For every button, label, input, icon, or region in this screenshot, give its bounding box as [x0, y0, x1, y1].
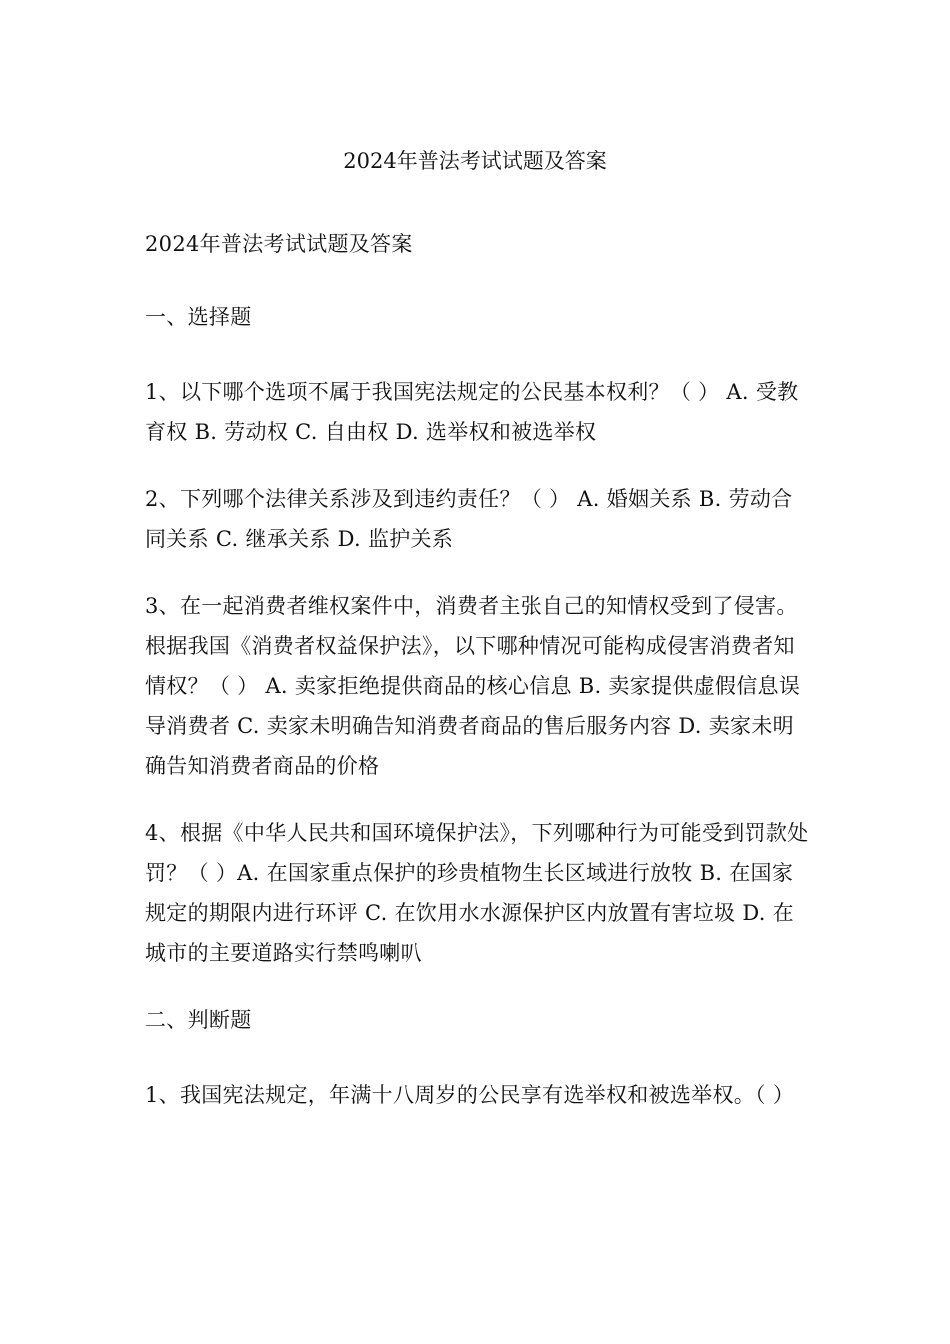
section-heading-choice: 一、选择题 — [145, 305, 252, 329]
document-subtitle: 2024年普法考试试题及答案 — [145, 232, 413, 256]
section-heading-judgment: 二、判断题 — [145, 1008, 252, 1032]
document-body — [145, 224, 810, 1142]
document-title: 2024年普法考试试题及答案 — [343, 149, 607, 173]
question-1: 1、以下哪个选项不属于我国宪法规定的公民基本权利？（ ） A. 受教育权 B. 劳动权 C. 自由权 D. 选举权和被选举权 — [145, 380, 799, 444]
judgment-1: 1、我国宪法规定，年满十八周岁的公民享有选举权和被选举权。（ ） — [145, 1083, 795, 1107]
question-3: 3、在一起消费者维权案件中，消费者主张自己的知情权受到了侵害。根据我国《消费者权益保护法》，以下哪种情况可能构成侵害消费者知情权？（ ） A. 卖家拒绝提供商品的核心信息 B. 卖家提供虚假信息误导消费者 C. 卖家未明确告知消费者商品的售后服务内容 D. 卖家未明确告知消费者商品的价格 — [145, 594, 801, 778]
question-4: 4、根据《中华人民共和国环境保护法》，下列哪种行为可能受到罚款处罚？（ ）A. 在国家重点保护的珍贵植物生长区域进行放牧 B. 在国家规定的期限内进行环评 C. 在饮用水水源保护区内放置有害垃圾 D. 在城市的主要道路实行禁鸣喇叭 — [145, 821, 809, 965]
question-2: 2、下列哪个法律关系涉及到违约责任？（ ） A. 婚姻关系 B. 劳动合同关系 C. 继承关系 D. 监护关系 — [145, 487, 793, 551]
